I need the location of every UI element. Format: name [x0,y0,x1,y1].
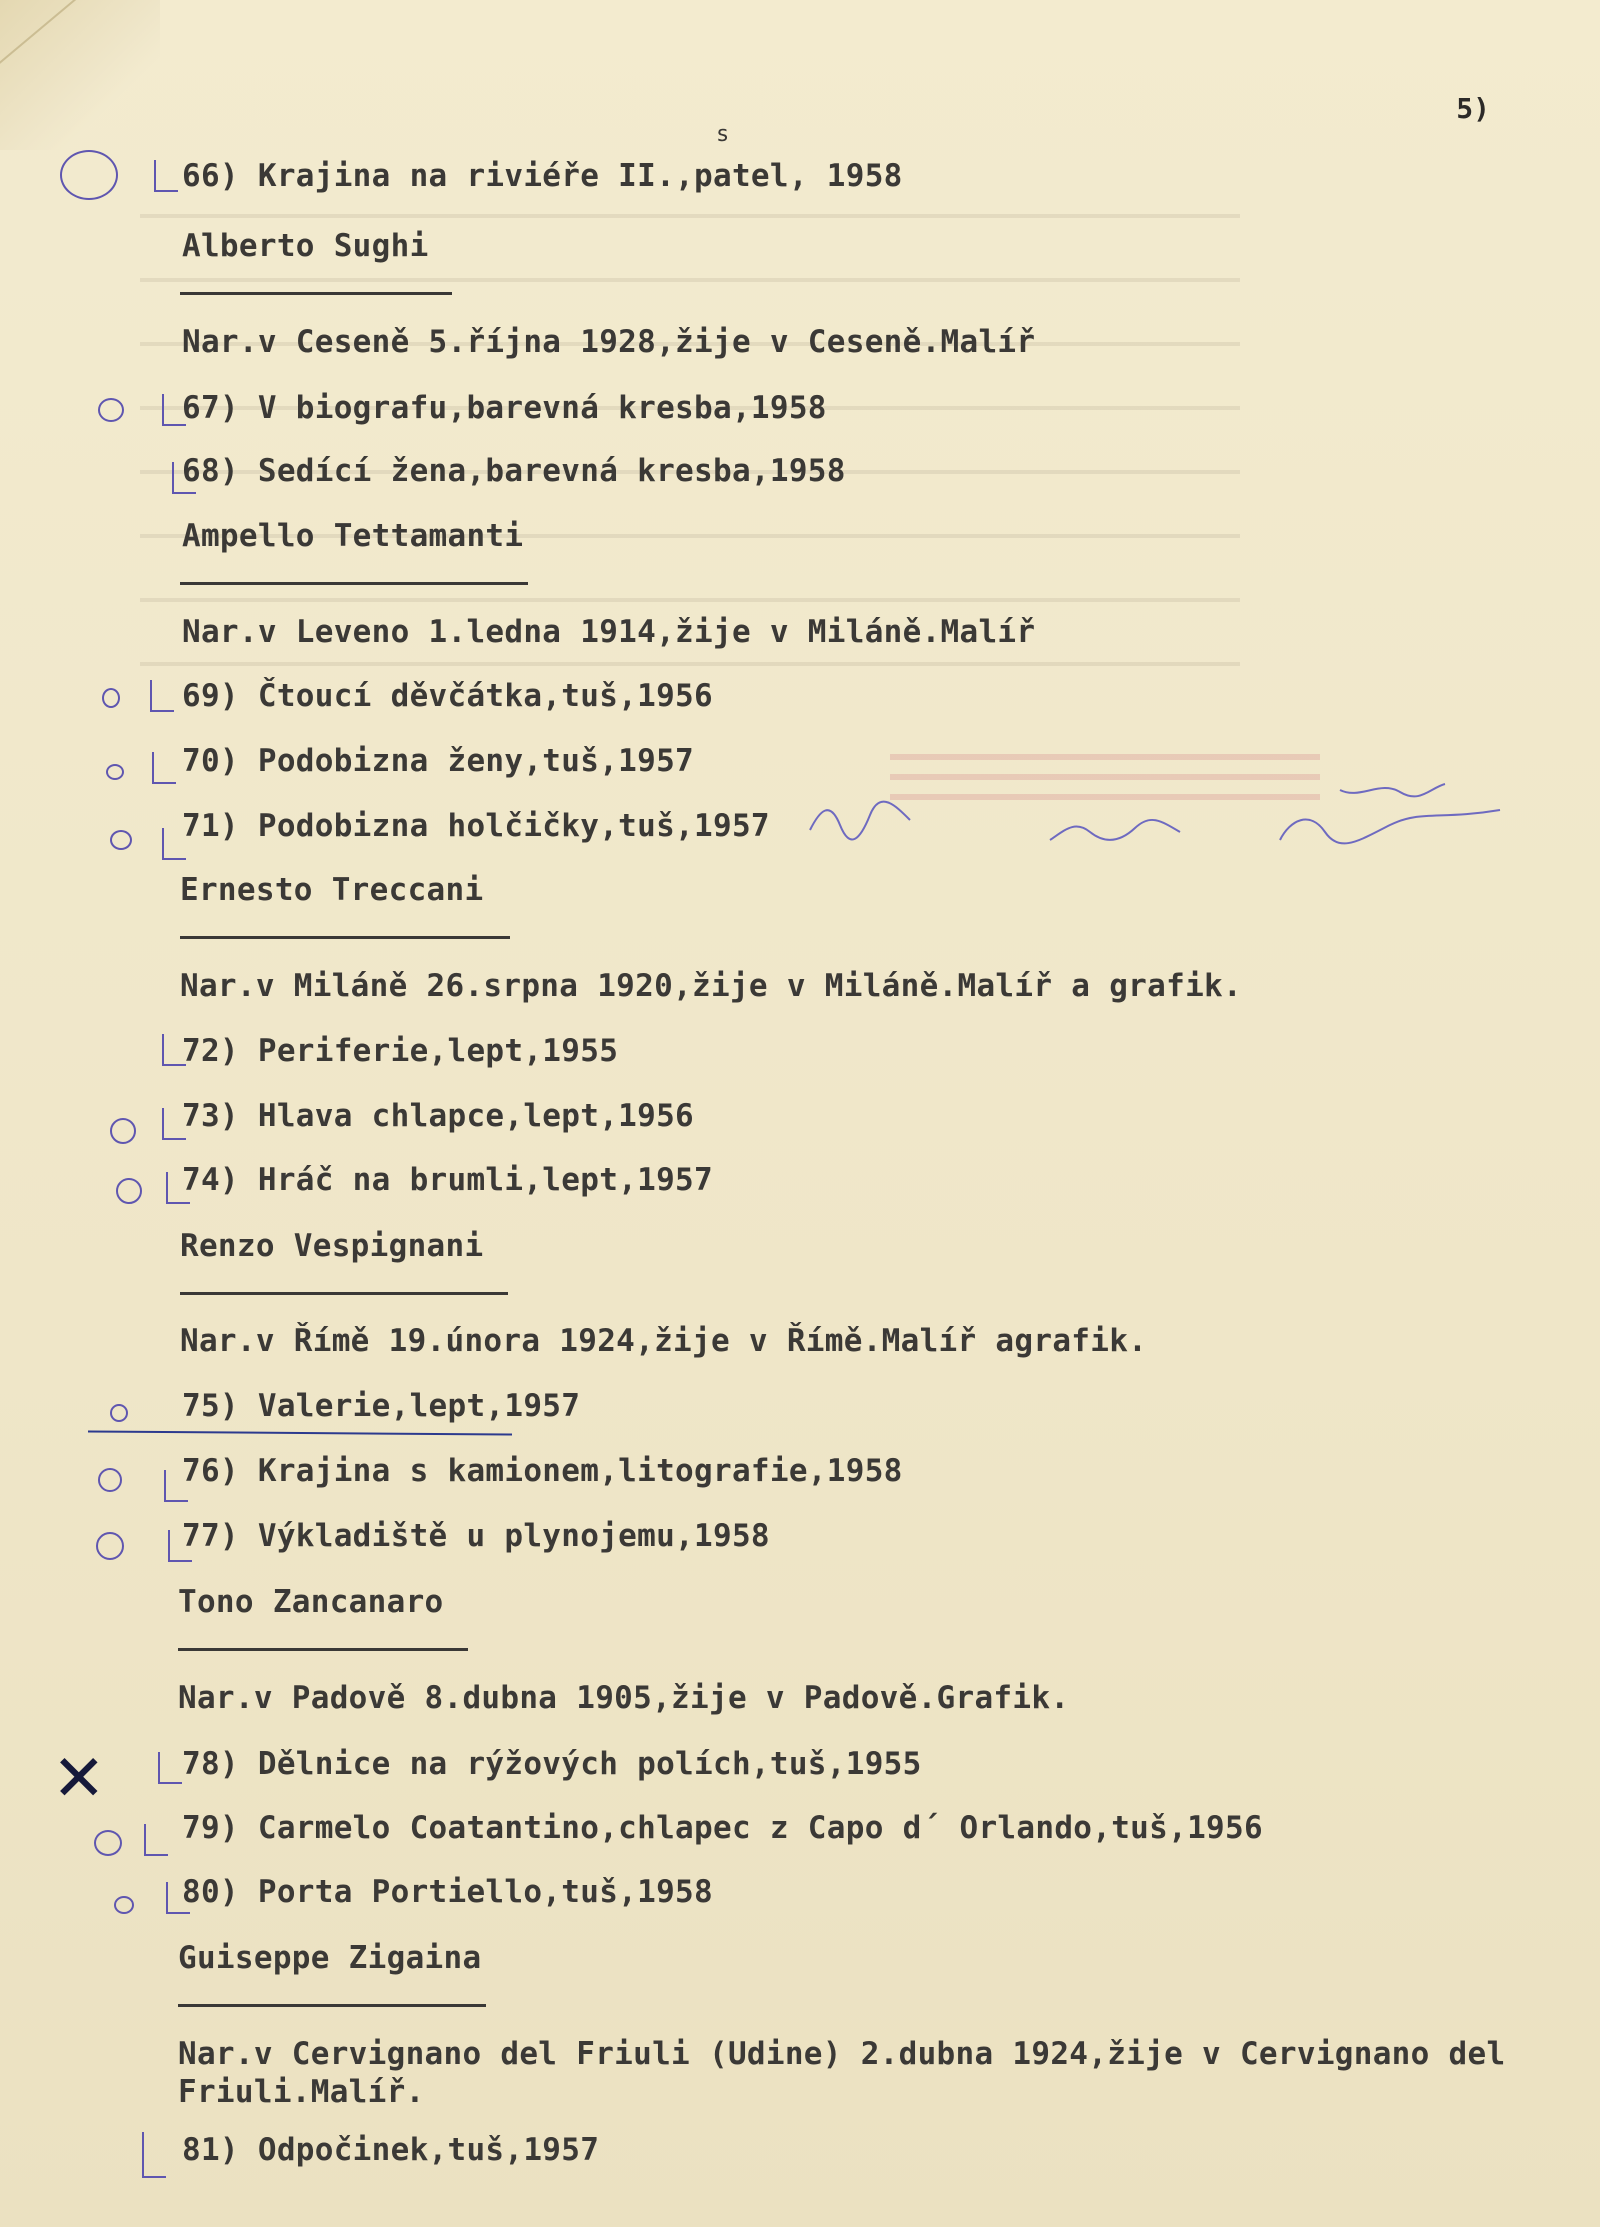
artist-underline [178,1648,468,1651]
pen-circle-mark [96,1532,124,1560]
pen-scribble-annotation [800,770,1520,860]
artwork-entry-67: 67) V biografu,barevná kresba,1958 [182,390,827,426]
artist-name-tettamanti: Ampello Tettamanti [182,518,524,554]
artwork-entry-74: 74) Hráč na brumli,lept,1957 [182,1162,713,1198]
artist-underline [180,292,452,295]
artwork-entry-69: 69) Čtoucí děvčátka,tuš,1956 [182,678,713,714]
pen-cross-mark: ✕ [52,1742,106,1816]
pen-circle-mark [98,398,124,422]
artist-underline [180,1292,508,1295]
artwork-entry-70: 70) Podobizna ženy,tuš,1957 [182,743,695,779]
pen-circle-mark [110,1404,128,1422]
pen-check-mark [142,2132,166,2178]
artist-underline [180,582,528,585]
artwork-entry-68: 68) Sedící žena,barevná kresba,1958 [182,453,846,489]
artwork-entry-77: 77) Výkladiště u plynojemu,1958 [182,1518,770,1554]
pen-circle-mark [94,1830,122,1856]
artist-underline [178,2004,486,2007]
pen-circle-mark [110,1118,136,1144]
folded-corner [0,0,160,150]
artwork-entry-81: 81) Odpočinek,tuš,1957 [182,2132,600,2168]
artist-underline [180,936,510,939]
page-mark: s [716,122,730,147]
artist-name-treccani: Ernesto Treccani [180,872,484,908]
pen-underline [88,1431,512,1436]
artist-bio-zigaina-cont: Friuli.Malíř. [178,2074,425,2110]
pen-circle-mark [60,150,118,200]
pen-circle-mark [106,764,124,780]
pen-check-mark [162,1034,186,1066]
pen-check-mark [154,160,178,192]
artist-bio-sughi: Nar.v Ceseně 5.října 1928,žije v Ceseně.Malíř [182,324,1036,360]
page-number: 5) [1456,92,1490,125]
artist-name-zancanaro: Tono Zancanaro [178,1584,444,1620]
artwork-entry-71: 71) Podobizna holčičky,tuš,1957 [182,808,770,844]
pen-check-mark [166,1172,190,1204]
artist-name-sughi: Alberto Sughi [182,228,429,264]
artwork-entry-76: 76) Krajina s kamionem,litografie,1958 [182,1453,903,1489]
pen-check-mark [162,394,186,426]
artwork-entry-66: 66) Krajina na riviéře II.,patel, 1958 [182,158,903,194]
artist-bio-vespignani: Nar.v Římě 19.února 1924,žije v Římě.Malíř agrafik. [180,1323,1148,1359]
artist-bio-zancanaro: Nar.v Padově 8.dubna 1905,žije v Padově.Grafik. [178,1680,1070,1716]
pen-check-mark [172,462,196,494]
pen-circle-mark [116,1178,142,1204]
pen-circle-mark [110,830,132,850]
pen-check-mark [150,680,174,712]
pen-check-mark [166,1882,190,1914]
artist-bio-tettamanti: Nar.v Leveno 1.ledna 1914,žije v Miláně.Malíř [182,614,1036,650]
artist-name-vespignani: Renzo Vespignani [180,1228,484,1264]
pen-check-mark [168,1530,192,1562]
artwork-entry-72: 72) Periferie,lept,1955 [182,1033,619,1069]
artwork-entry-75: 75) Valerie,lept,1957 [182,1388,581,1424]
artwork-entry-80: 80) Porta Portiello,tuš,1958 [182,1874,713,1910]
artwork-entry-73: 73) Hlava chlapce,lept,1956 [182,1098,695,1134]
pen-check-mark [158,1752,182,1784]
pen-check-mark [152,752,176,784]
artwork-entry-79: 79) Carmelo Coatantino,chlapec z Capo d´ Orlando,tuš,1956 [182,1810,1263,1846]
pen-check-mark [144,1824,168,1856]
artist-bio-zigaina: Nar.v Cervignano del Friuli (Udine) 2.dubna 1924,žije v Cervignano del [178,2036,1506,2072]
artwork-entry-78: 78) Dělnice na rýžových polích,tuš,1955 [182,1746,922,1782]
pen-circle-mark [102,688,120,708]
pen-circle-mark [114,1896,134,1914]
artist-name-zigaina: Guiseppe Zigaina [178,1940,482,1976]
pen-check-mark [162,1108,186,1140]
pen-circle-mark [98,1468,122,1492]
pen-check-mark [164,1470,188,1502]
artist-bio-treccani: Nar.v Miláně 26.srpna 1920,žije v Miláně.Malíř a grafik. [180,968,1242,1004]
pen-check-mark [162,828,186,860]
